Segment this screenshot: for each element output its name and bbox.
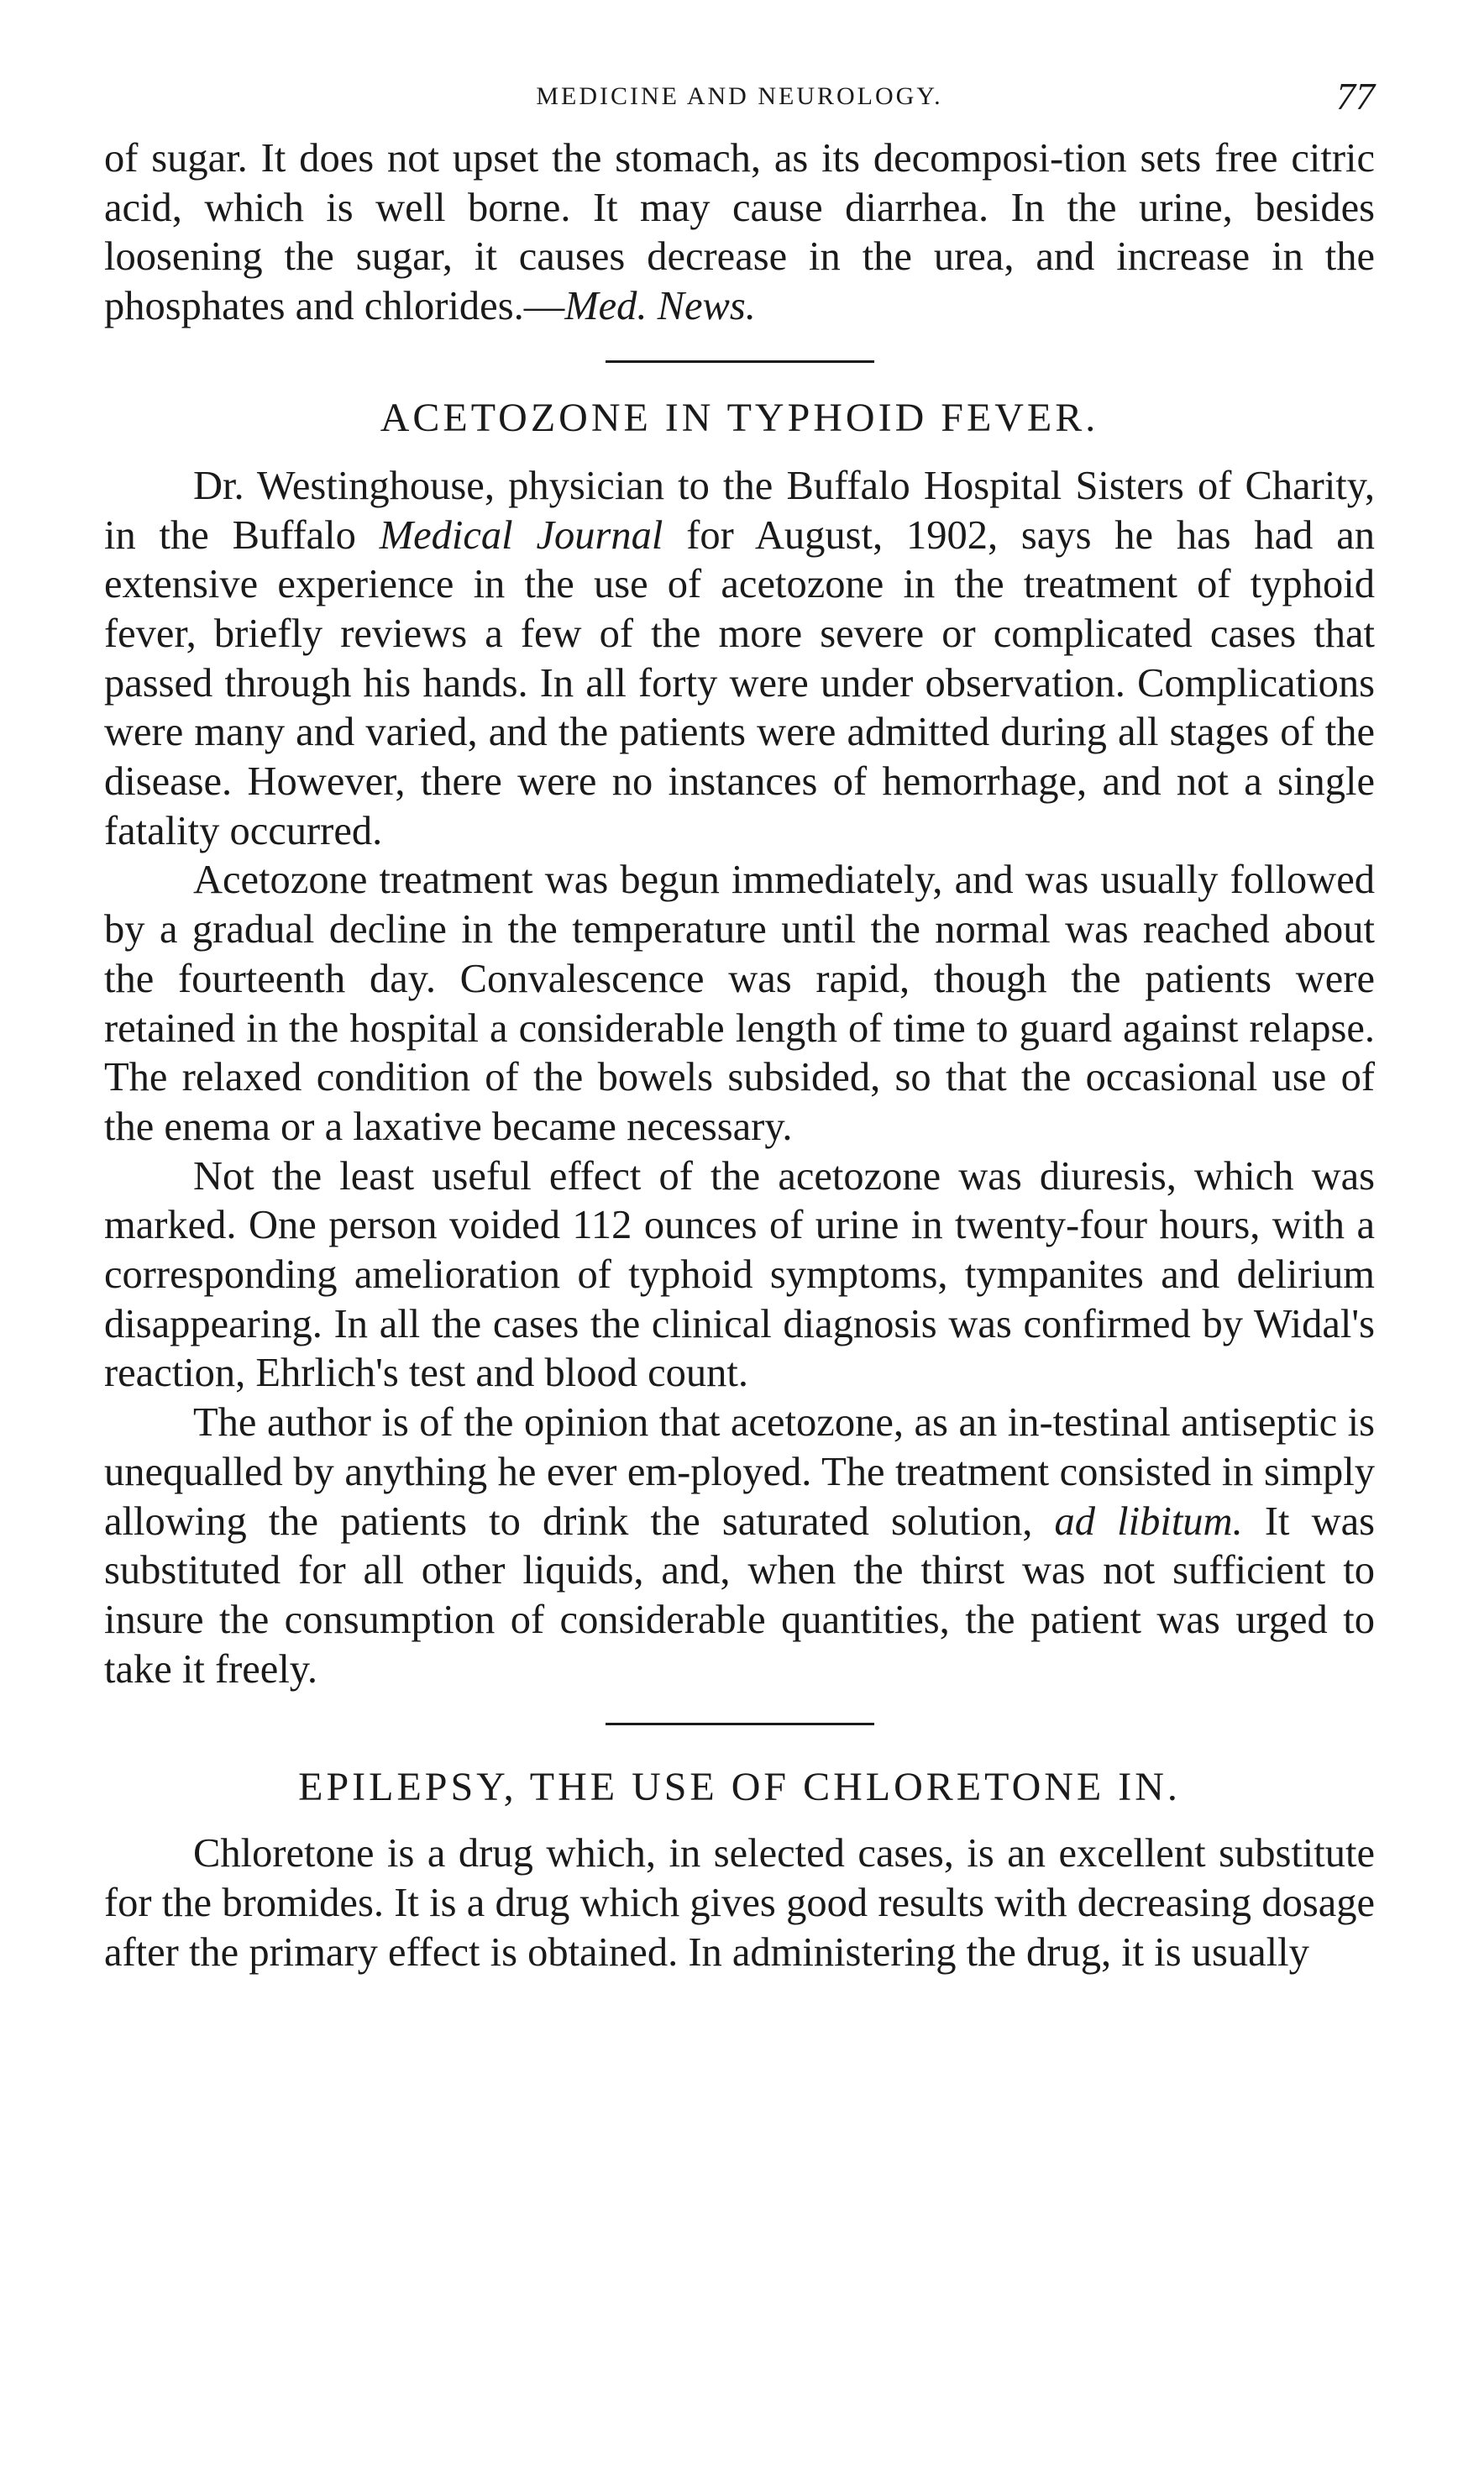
continued-paragraph xyxy=(104,134,1375,332)
running-head xyxy=(104,59,1375,134)
article-paragraph: Not the least useful effect of the acetozone was diuresis, which was marked. One person voided 112 ounces of urine in twenty-four hours, with a corresponding amelioration of typhoid symptoms, tympanites and delirium disappearing. In all the cases the clinical diagnosis was confirmed by Widal's reaction, Ehrlich's test and blood count. xyxy=(104,1153,1375,1396)
article-paragraph xyxy=(104,1399,1375,1694)
article-paragraph: Acetozone treatment was begun immediately, and was usually followed by a gradual decline in the temperature until the normal was reached about the fourteenth day. Convalescence was rapid, though the patients were retained in the hospital a considerable length of time to guard against relapse. The relaxed condition of the bowels subsided, so that the occasional use of the enema or a laxative became necessary. xyxy=(104,858,1375,1149)
continued-text: of sugar. It does not upset the stomach, as its decomposi-tion sets free citric acid, which is well borne. It may cause diarrhea. In the urine, besides loosening the sugar, it causes decrease in the urea, and increase in the phosphates and chlorides.— xyxy=(104,136,1375,329)
page-number: 77 xyxy=(1336,75,1375,118)
article-body xyxy=(104,1829,1375,1977)
continued-paragraph-block xyxy=(104,134,1375,332)
latin-phrase: ad libitum. xyxy=(1054,1498,1243,1544)
article-title xyxy=(104,393,1375,443)
paragraph-text: Dr. Westinghouse, physician to the Buffalo Hospital Sisters of Charity, in the Buffalo xyxy=(104,463,1375,558)
paragraph-text: It was substituted for all other liquids, and, when the thirst was not sufficient to insure the consumption of considerable quantities, the patient was urged to take it freely. xyxy=(104,1498,1375,1692)
article-title-text: EPILEPSY, THE USE OF CHLORETONE IN. xyxy=(298,1765,1181,1810)
article-paragraph: Chloretone is a drug which, in selected cases, is an excellent substitute for the bromides. It is a drug which gives good results with decreasing dosage after the primary effect is obtained. In administering the drug, it is usually xyxy=(104,1831,1375,1975)
section-divider xyxy=(606,1723,874,1725)
journal-name: Medical Journal xyxy=(379,512,663,558)
paragraph-text: The author is of the opinion that acetozone, as an in-testinal antiseptic is unequalled by anything he ever em-ployed. The treatment consisted in simply allowing the patients to drink the saturated solution, xyxy=(104,1400,1375,1544)
article-paragraph xyxy=(104,462,1375,857)
source-citation: Med. News. xyxy=(564,284,756,329)
running-title: MEDICINE AND NEUROLOGY. xyxy=(536,82,943,110)
paragraph-text: for August, 1902, says he has had an extensive experience in the use of acetozone in the treatment of typhoid fever, briefly reviews a few of the more severe or complicated cases that passed through his hands. In all forty were under observation. Complications were many and varied, and the patients were admitted during all stages of the disease. However, there were no instances of hemorrhage, and not a single fatality occurred. xyxy=(104,512,1375,853)
section-divider xyxy=(606,360,874,363)
article-title xyxy=(104,1762,1375,1813)
article-body xyxy=(104,462,1375,1695)
article-title-text: ACETOZONE IN TYPHOID FEVER. xyxy=(380,395,1099,440)
